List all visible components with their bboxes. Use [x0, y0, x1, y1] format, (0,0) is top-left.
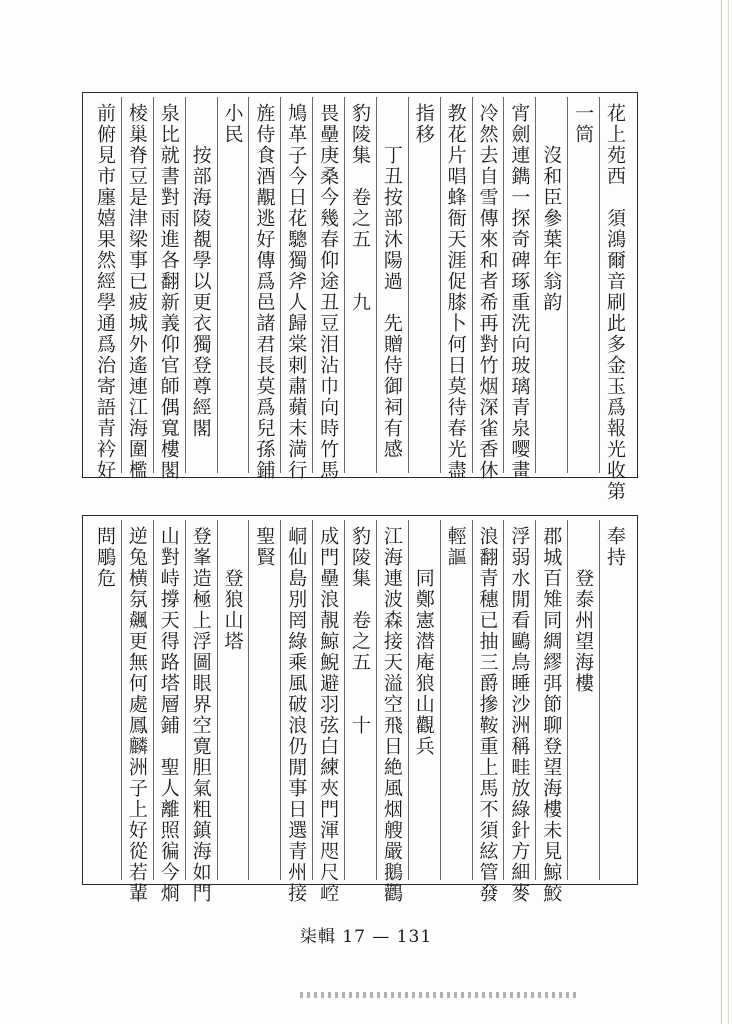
text-column: 丁丑按部沐陽過 先贈侍御祠有感	[380, 103, 403, 460]
text-column: 奉持	[604, 526, 627, 568]
text-column: 登狼山塔	[221, 526, 244, 652]
text-column: 棱巢脊豆是津梁事已疲城外遙連江海圍檻	[125, 103, 148, 481]
column-rule	[280, 97, 281, 473]
column-rule	[248, 97, 249, 473]
column-rule	[280, 520, 281, 880]
column-rule	[408, 520, 409, 880]
column-rule	[344, 520, 345, 880]
text-column: 前俯見市廛嬉果然經學通爲治寄語青衿好	[93, 103, 116, 481]
page-edge-line	[728, 0, 729, 1024]
column-rule	[503, 520, 504, 880]
text-column: 教花片唱蜂衙天涯促膝卜何日莫待春光盡	[444, 103, 467, 481]
text-column: 畏壘庚桑今幾春仰途丑豆泪沾巾向時竹馬	[317, 103, 340, 481]
text-column: 豹陵集 卷之五 十	[349, 526, 371, 736]
text-column: 豹陵集 卷之五 九	[349, 103, 371, 313]
text-column: 問鵰危	[93, 526, 116, 589]
text-column: 旌侍食酒覯逃好傳爲邑諸君長莫爲兒孫鋪	[253, 103, 276, 481]
column-rule	[599, 97, 600, 473]
column-rule	[153, 97, 154, 473]
text-column: 冷然去自雪傳來和者希再對竹烟深雀香休	[476, 103, 499, 481]
column-rule	[153, 520, 154, 880]
text-column: 宵劍連鐫一探奇碑琢重洗向玻璃青泉嘤畫	[508, 103, 531, 481]
column-rule	[567, 520, 568, 880]
column-rule	[376, 97, 377, 473]
column-rule	[121, 97, 122, 473]
column-rule	[185, 97, 186, 473]
text-column: 逆兔横氛飆更無何處鳳麟洲子上好從若輩	[125, 526, 148, 904]
text-column: 登峯造極上浮圖眼界空寛胆氣粗鎮海如門	[189, 526, 212, 904]
column-rule	[344, 97, 345, 473]
column-rule	[217, 520, 218, 880]
text-column: 山對峙撐天得路塔層鋪 聖人離照徧今烱	[157, 526, 180, 904]
column-rule	[535, 520, 536, 880]
column-rule	[440, 520, 441, 880]
text-column: 鳩革子今日花驄獨斧人歸棠刺肅蘋末満行	[285, 103, 308, 481]
text-column: 峒仙島別罔綠乘風破浪仍閒事日選青州接	[285, 526, 308, 904]
text-column: 江海連波森接天溢空飛日絶風烟艘嚴鵝鸛	[380, 526, 403, 904]
column-rule	[376, 520, 377, 880]
column-rule	[535, 97, 536, 473]
scan-artifact-strip	[300, 992, 580, 998]
column-rule	[312, 520, 313, 880]
column-rule	[440, 97, 441, 473]
text-column: 浮弱水閒看鷗鳥睡沙洲稱畦放綠針方細麥	[508, 526, 531, 904]
bottom-text-panel	[82, 515, 638, 904]
column-rule	[217, 97, 218, 473]
page-edge-line	[721, 0, 722, 1024]
column-rule	[599, 520, 600, 880]
column-rule	[185, 520, 186, 880]
top-text-panel	[82, 92, 638, 502]
text-column: 花上苑西 須鴻爾音刷此多金玉爲報光收第	[604, 103, 627, 502]
text-column: 指移	[412, 103, 435, 145]
text-column: 成門壘浪靚鯨鯢避羽弦白練夾門渾咫尺崆	[317, 526, 340, 904]
column-rule	[312, 97, 313, 473]
column-rule	[472, 97, 473, 473]
column-rule	[121, 520, 122, 880]
text-column: 沒和臣參葉年翁韵	[540, 103, 563, 313]
column-rule	[503, 97, 504, 473]
column-rule	[567, 97, 568, 473]
text-column: 小民	[221, 103, 244, 145]
text-column: 一筒	[572, 103, 595, 208]
text-column: 浪翻青穗已抽三爵摻鞍重上馬不須絃管發	[476, 526, 499, 904]
text-column: 同鄭憲潜庵狼山觀兵	[412, 526, 435, 757]
text-column: 泉比就書對雨進各翻新義仰官師偶寬樓閣	[157, 103, 180, 481]
text-column: 郡城百雉同綢繆弭節聊登望海樓未見鯨鮫	[540, 526, 563, 904]
column-rule	[248, 520, 249, 880]
page-number: 柒輯 17 — 131	[299, 927, 433, 947]
column-rule	[472, 520, 473, 880]
column-rule	[408, 97, 409, 473]
text-column: 輕謳	[444, 526, 467, 568]
text-column: 登泰州望海樓	[572, 526, 595, 694]
text-column: 聖賢	[253, 526, 276, 568]
text-column: 按部海陵覩學以更衣獨登尊經閣	[189, 103, 212, 439]
